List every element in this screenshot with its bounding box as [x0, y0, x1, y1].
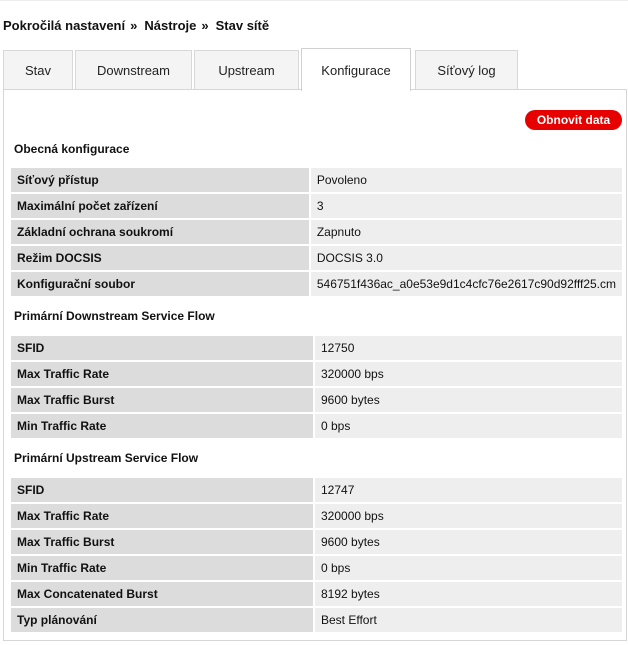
row-value: Best Effort — [315, 608, 622, 632]
breadcrumb — [3, 18, 269, 33]
row-value: 546751f436ac_a0e53e9d1c4cfc76e2617c90d92fff25.cm — [311, 272, 622, 296]
table-row — [11, 478, 622, 502]
top-divider — [0, 0, 628, 1]
breadcrumb-item-advanced[interactable]: Pokročilá nastavení — [3, 18, 126, 33]
breadcrumb-item-network-status: Stav sítě — [215, 18, 270, 33]
section-title-upstream-flow: Primární Upstream Service Flow — [14, 451, 199, 465]
table-row — [11, 414, 622, 438]
table-row — [11, 362, 622, 386]
row-value: 9600 bytes — [315, 388, 622, 412]
tab-bar — [3, 48, 628, 90]
row-value: Povoleno — [311, 168, 622, 192]
downstream-flow-table — [11, 334, 622, 440]
row-key: Min Traffic Rate — [11, 556, 315, 580]
row-value: 0 bps — [315, 556, 622, 580]
row-key: Síťový přístup — [11, 168, 311, 192]
upstream-flow-table — [11, 476, 622, 634]
row-value: 12750 — [315, 336, 622, 360]
row-value: DOCSIS 3.0 — [311, 246, 622, 270]
row-value: 8192 bytes — [315, 582, 622, 606]
general-config-table — [11, 166, 622, 298]
tab-upstream[interactable]: Upstream — [194, 50, 299, 90]
tab-configuration[interactable]: Konfigurace — [301, 48, 411, 91]
table-row — [11, 582, 622, 606]
table-row — [11, 220, 622, 244]
row-key: Max Traffic Rate — [11, 504, 315, 528]
breadcrumb-separator: » — [201, 18, 209, 33]
table-row — [11, 246, 622, 270]
row-value: 0 bps — [315, 414, 622, 438]
table-row — [11, 336, 622, 360]
row-key: Max Concatenated Burst — [11, 582, 315, 606]
table-row — [11, 556, 622, 580]
table-row — [11, 272, 622, 296]
row-key: SFID — [11, 336, 315, 360]
table-row — [11, 608, 622, 632]
table-row — [11, 194, 622, 218]
row-key: Základní ochrana soukromí — [11, 220, 311, 244]
row-key: Typ plánování — [11, 608, 315, 632]
breadcrumb-separator: » — [130, 18, 138, 33]
row-value: Zapnuto — [311, 220, 622, 244]
table-row — [11, 530, 622, 554]
row-key: Max Traffic Rate — [11, 362, 315, 386]
row-value: 3 — [311, 194, 622, 218]
tab-downstream[interactable]: Downstream — [75, 50, 192, 90]
tab-network-log[interactable]: Síťový log — [415, 50, 518, 90]
row-key: Konfigurační soubor — [11, 272, 311, 296]
table-row — [11, 504, 622, 528]
row-key: Max Traffic Burst — [11, 388, 315, 412]
section-title-downstream-flow: Primární Downstream Service Flow — [14, 309, 215, 323]
tab-status[interactable]: Stav — [3, 50, 73, 90]
row-value: 320000 bps — [315, 504, 622, 528]
section-title-general: Obecná konfigurace — [14, 142, 130, 156]
row-value: 12747 — [315, 478, 622, 502]
row-key: Max Traffic Burst — [11, 530, 315, 554]
row-value: 320000 bps — [315, 362, 622, 386]
table-row — [11, 388, 622, 412]
row-key: Režim DOCSIS — [11, 246, 311, 270]
breadcrumb-item-tools[interactable]: Nástroje — [144, 18, 197, 33]
refresh-data-button[interactable]: Obnovit data — [525, 110, 622, 130]
table-row — [11, 168, 622, 192]
row-key: Min Traffic Rate — [11, 414, 315, 438]
row-key: SFID — [11, 478, 315, 502]
row-value: 9600 bytes — [315, 530, 622, 554]
row-key: Maximální počet zařízení — [11, 194, 311, 218]
